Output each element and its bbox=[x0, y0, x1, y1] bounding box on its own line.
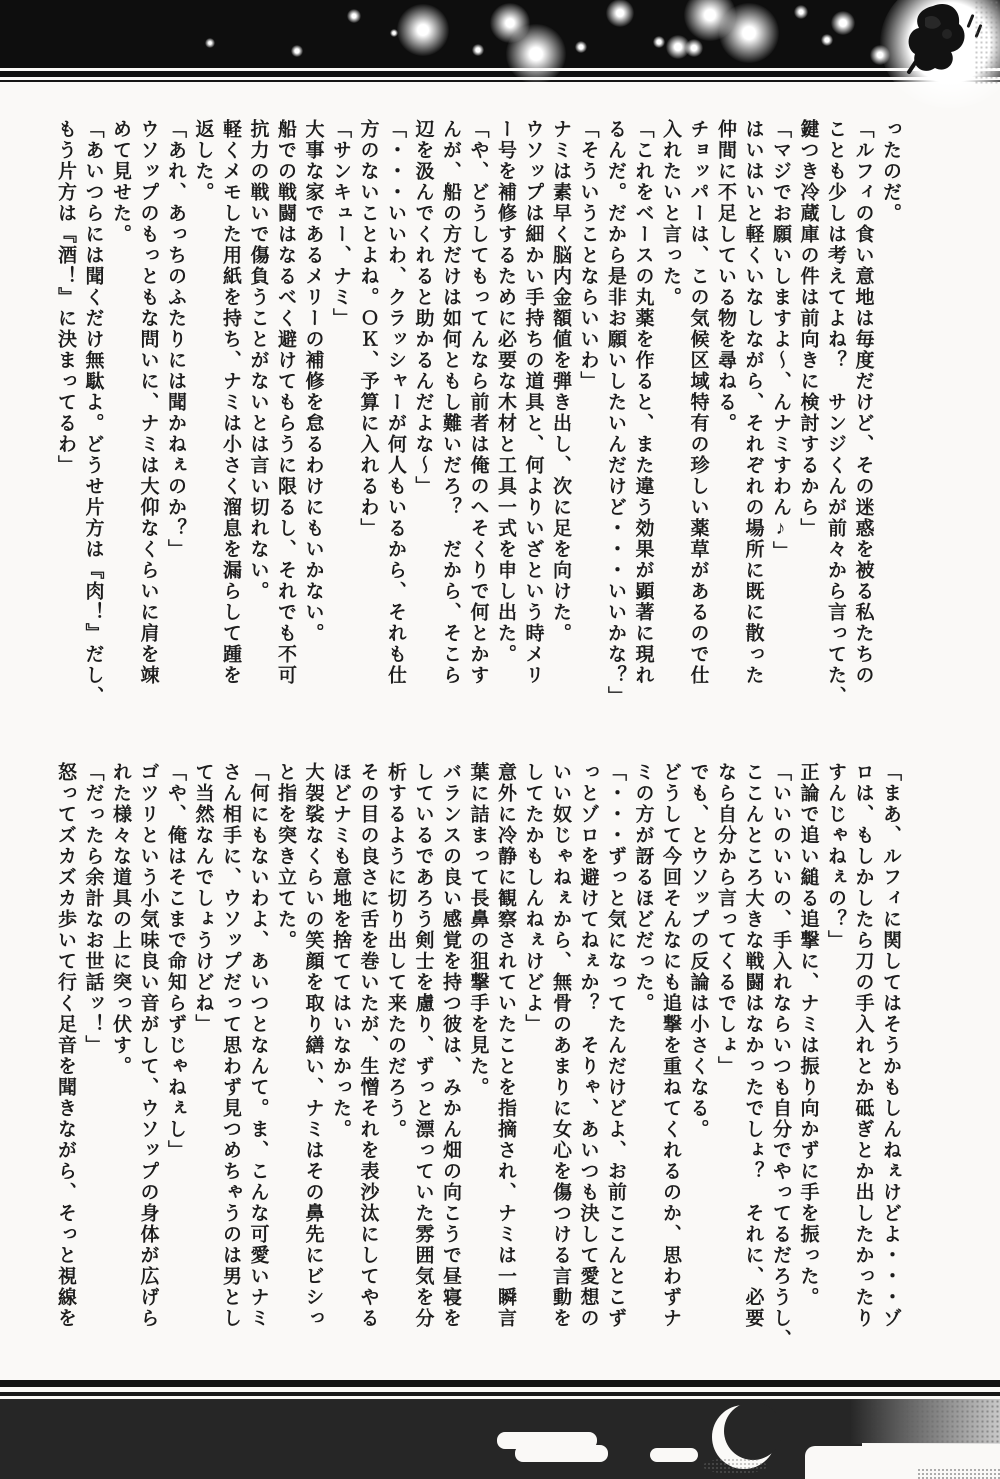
moon-halftone-shadow bbox=[703, 1458, 767, 1474]
text-column: 入れたいと言った。 bbox=[660, 119, 681, 308]
text-column: ウソップは細かい手持ちの道具と、何よりいざという時メリ bbox=[522, 119, 544, 686]
text-column: ナミは素早く脳内金額値を弾き出し、次に足を向けた。 bbox=[550, 119, 571, 644]
bottom-right-halftone-strip bbox=[917, 1468, 1000, 1479]
text-column: 大事な家であるメリーの補修を怠るわけにもいかない。 bbox=[302, 119, 324, 644]
text-column: ー号を補修するために必要な木材と工具一式を申し出た。 bbox=[495, 119, 516, 665]
text-column: さん相手に、ウソップだって思わず見つめちゃうのは男とし bbox=[220, 762, 241, 1329]
text-column: いい奴じゃねぇから、無骨のあまりに女心を傷つける言動を bbox=[550, 762, 571, 1329]
text-column: 怒ってズカズカ歩いて行く足音を聞きながら、そっと視線を bbox=[55, 762, 76, 1329]
text-column: 辺を汲んでくれると助かるんだよな～」 bbox=[412, 119, 434, 497]
text-column: してたかもしんねぇけどよ」 bbox=[522, 762, 544, 1035]
text-column: 析するように切り出して来たのだろう。 bbox=[385, 762, 406, 1140]
text-column: 「・・・ずっと気になってたんだけどよ、お前ここんとこず bbox=[605, 762, 626, 1329]
text-column: んが、船の方だけは如何ともし難いだろ？ だから、そこら bbox=[440, 119, 461, 686]
top-night-sky-band bbox=[0, 0, 1000, 68]
text-column: 「これをベースの丸薬を作ると、また違う効果が顕著に現れ bbox=[632, 119, 654, 686]
text-column: 仲間に不足している物を尋ねる。 bbox=[715, 119, 736, 434]
text-column: 「・・・いいわ、クラッシャーが何人もいるから、それも仕 bbox=[385, 119, 406, 686]
top-band-stripe-thick bbox=[0, 71, 1000, 77]
text-column: ミの方が訝るほどだった。 bbox=[632, 762, 654, 1014]
text-column: すんじゃねぇの？」 bbox=[825, 762, 846, 951]
text-column: ウソップのもっともな問いに、ナミは大仰なくらいに肩を竦 bbox=[137, 119, 159, 686]
text-column: はいはいと軽くいなしながら、それぞれの場所に既に散った bbox=[742, 119, 764, 686]
text-column: めて見せた。 bbox=[110, 119, 131, 245]
text-column: 「そういうことならいいわ」 bbox=[577, 119, 599, 392]
text-column: なら自分から言ってくるでしょ」 bbox=[715, 762, 736, 1077]
text-column: ことも少しは考えてよね？ サンジくんが前々から言ってた、 bbox=[825, 119, 846, 707]
text-column: 「マジでお願いしますよ～、んナミすわん♪」 bbox=[770, 119, 791, 562]
text-column: ったのだ。 bbox=[880, 119, 901, 224]
text-column: 大袈裟なくらいの笑顔を取り繕い、ナミはその鼻先にビシっ bbox=[302, 762, 324, 1329]
text-column: 鍵つき冷蔵庫の件は前向きに検討するから」 bbox=[797, 119, 819, 539]
text-column: 船での戦闘はなるべく避けてもらうに限るし、それでも不可 bbox=[275, 119, 296, 686]
text-column: もう片方は『酒！』に決まってるわ」 bbox=[55, 119, 76, 476]
cloud-cutout bbox=[515, 1445, 608, 1462]
text-column: 葉に詰まって長鼻の狙撃手を見た。 bbox=[467, 762, 489, 1098]
text-column: るんだ。だから是非お願いしたいんだけど・・・いいかな？」 bbox=[605, 119, 626, 707]
top-band-stripe-thin bbox=[0, 80, 1000, 82]
text-column: 「だったら余計なお世話ッ！」 bbox=[82, 762, 104, 1056]
text-column: 「いいのいいの、手入れならいつも自分でやってるだろうし、 bbox=[770, 762, 791, 1350]
text-column: 「や、どうしてもってんなら前者は俺のへそくりで何とかす bbox=[467, 119, 489, 686]
text-column: 方のないことよね。ＯＫ、予算に入れるわ」 bbox=[357, 119, 379, 539]
story-text-block-upper bbox=[51, 119, 904, 735]
text-column: しているであろう剣士を慮り、ずっと漂っていた雰囲気を分 bbox=[412, 762, 434, 1329]
text-column: 「あいつらには聞くだけ無駄よ。どうせ片方は『肉！』だし、 bbox=[82, 119, 104, 707]
crescent-moon-mask bbox=[724, 1402, 782, 1460]
bottom-band-lower-extension bbox=[0, 1460, 805, 1479]
text-column: でも、とウソップの反論は小さくなる。 bbox=[687, 762, 709, 1140]
text-column: と指を突き立てた。 bbox=[275, 762, 296, 951]
text-column: その目の良さに舌を巻いたが、生憎それを表沙汰にしてやる bbox=[357, 762, 379, 1329]
moon-creature-icon bbox=[903, 0, 983, 82]
halftone-corner bbox=[974, 0, 1000, 86]
bottom-band-stripe-thin bbox=[0, 1392, 1000, 1396]
text-column: て当然なんでしょうけどね」 bbox=[192, 762, 214, 1035]
text-column: 意外に冷静に観察されていたことを指摘され、ナミは一瞬言 bbox=[495, 762, 516, 1329]
text-column: ほどナミも意地を捨ててはいなかった。 bbox=[330, 762, 351, 1140]
text-column: 「何にもないわよ、あいつとなんて。ま、こんな可愛いナミ bbox=[247, 762, 269, 1329]
band-right-halftone bbox=[850, 1399, 1000, 1444]
text-column: ここんところ大きな戦闘はなかったでしょ？ それに、必要 bbox=[742, 762, 764, 1329]
text-column: っとゾロを避けてねぇか？ そりゃ、あいつも決して愛想の bbox=[577, 762, 599, 1329]
text-column: 「まあ、ルフィに関してはそうかもしんねぇけどよ・・・ゾ bbox=[880, 762, 901, 1329]
text-column: チョッパーは、この気候区域特有の珍しい薬草があるので仕 bbox=[687, 119, 709, 686]
text-column: ゴツリという小気味良い音がして、ウソップの身体が広げら bbox=[137, 762, 159, 1329]
text-column: ロは、もしかしたら刀の手入れとか砥ぎとか出したかったり bbox=[852, 762, 874, 1329]
text-column: 正論で追い縋る追撃に、ナミは振り向かずに手を振った。 bbox=[797, 762, 819, 1308]
text-column: 「ルフィの食い意地は毎度だけど、その迷惑を被る私たちの bbox=[852, 119, 874, 686]
text-column: 返した。 bbox=[192, 119, 214, 203]
text-column: 軽くメモした用紙を持ち、ナミは小さく溜息を漏らして踵を bbox=[220, 119, 241, 686]
story-text-block-lower bbox=[51, 762, 904, 1354]
text-column: 「サンキュー、ナミ」 bbox=[330, 119, 351, 329]
text-column: バランスの良い感覚を持つ彼は、みかん畑の向こうで昼寝を bbox=[440, 762, 461, 1329]
text-column: 「あれ、あっちのふたりには聞かねぇのか？」 bbox=[165, 119, 186, 560]
cloud-cutout bbox=[650, 1448, 698, 1462]
text-column: どうして今回そんなにも追撃を重ねてくれるのか、思わずナ bbox=[660, 762, 681, 1329]
text-column: 「や、俺はそこまで命知らずじゃねぇし」 bbox=[165, 762, 186, 1161]
bottom-band-stripe-thick bbox=[0, 1380, 1000, 1387]
text-column: れた様々な道具の上に突っ伏す。 bbox=[110, 762, 131, 1077]
text-column: 抗力の戦いで傷負うことがないとは言い切れない。 bbox=[247, 119, 269, 602]
